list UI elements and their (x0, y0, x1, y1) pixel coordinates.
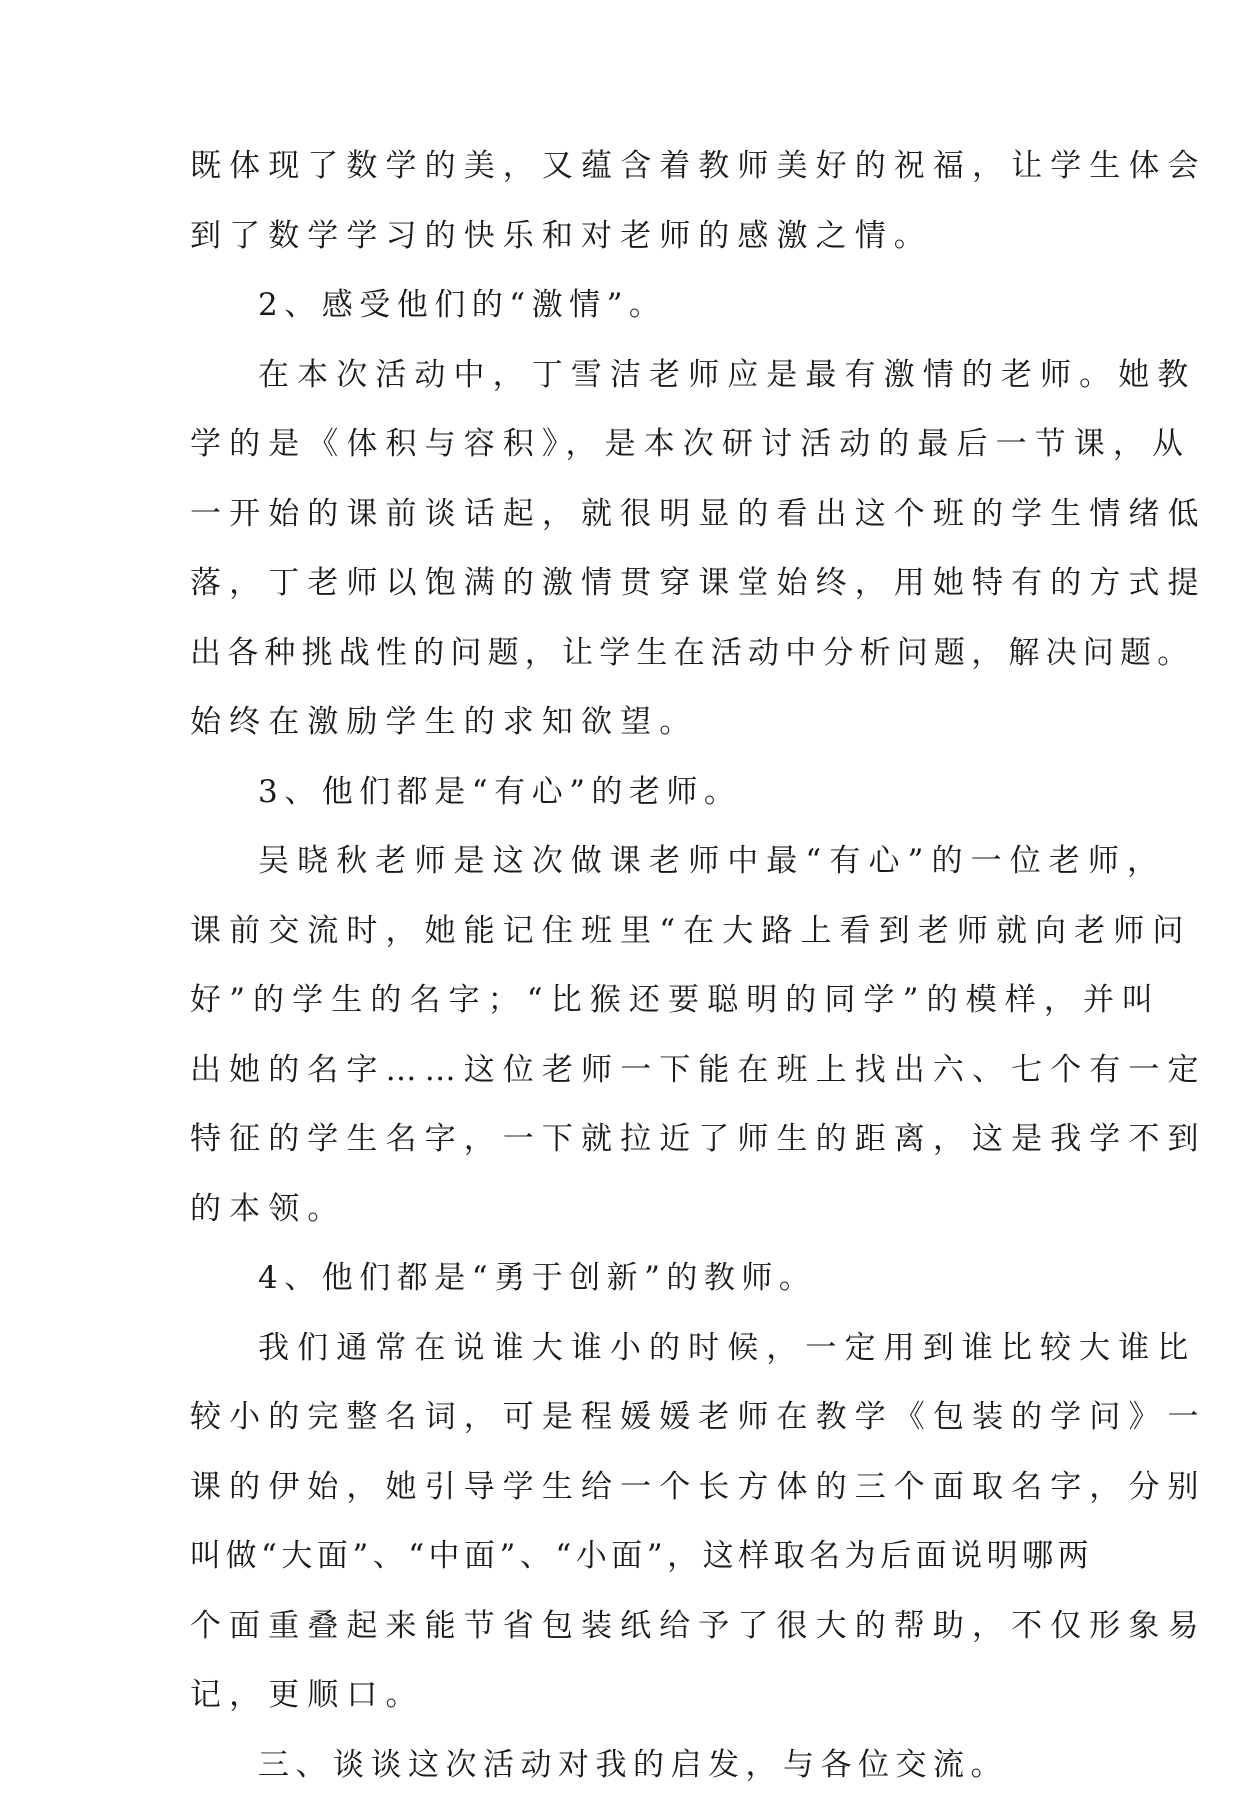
line-text: 出各种挑战性的问题，让学生在活动中分析问题，解决问题。 (190, 619, 1194, 689)
line-text: 特征的学生名字，一下就拉近了师生的距离，这是我学不到 (190, 1105, 1207, 1175)
text-line (0, 480, 1241, 550)
line-text: 到了数学学习的快乐和对老师的感激之情。 (190, 202, 933, 272)
text-line (0, 1661, 1241, 1731)
line-text: 落，丁老师以饱满的激情贯穿课堂始终，用她特有的方式提 (190, 549, 1207, 619)
line-text: 好”的学生的名字；“比猴还要聪明的同学”的模样，并叫 (190, 966, 1161, 1036)
line-text: 记，更顺口。 (190, 1661, 425, 1731)
line-text: 在本次活动中，丁雪洁老师应是最有激情的老师。她教 (258, 341, 1196, 411)
text-line (0, 1453, 1241, 1523)
line-text: 个面重叠起来能节省包装纸给予了很大的帮助，不仅形象易 (190, 1592, 1207, 1662)
text-line (0, 1522, 1241, 1592)
paragraph-first-line (0, 1314, 1241, 1384)
line-text: 3、他们都是“有心”的老师。 (258, 758, 741, 828)
line-text: 2、感受他们的“激情”。 (258, 271, 666, 341)
section-heading (0, 1731, 1241, 1800)
paragraph-first-line (0, 341, 1241, 411)
text-line (0, 897, 1241, 967)
text-line (0, 202, 1241, 272)
line-text: 我们通常在说谁大谁小的时候，一定用到谁比较大谁比 (258, 1314, 1196, 1384)
line-text: 始终在激励学生的求知欲望。 (190, 688, 698, 758)
paragraph-first-line (0, 827, 1241, 897)
section-heading (0, 271, 1241, 341)
text-line (0, 619, 1241, 689)
text-line (0, 410, 1241, 480)
line-text: 的本领。 (190, 1175, 346, 1245)
line-text: 4、他们都是“勇于创新”的教师。 (258, 1244, 816, 1314)
line-text: 较小的完整名词，可是程媛媛老师在教学《包装的学问》一 (190, 1383, 1207, 1453)
line-text: 课前交流时，她能记住班里“在大路上看到老师就向老师问 (190, 897, 1191, 967)
line-text: 出她的名字……这位老师一下能在班上找出六、七个有一定 (190, 1036, 1207, 1106)
text-line (0, 1383, 1241, 1453)
line-text: 课的伊始，她引导学生给一个长方体的三个面取名字，分别 (190, 1453, 1207, 1523)
line-text: 既体现了数学的美，又蕴含着教师美好的祝福，让学生体会 (190, 132, 1207, 202)
text-line (0, 1036, 1241, 1106)
line-text: 三、谈谈这次活动对我的启发，与各位交流。 (258, 1731, 1008, 1800)
text-line (0, 966, 1241, 1036)
section-heading (0, 1244, 1241, 1314)
line-text: 叫做“大面”、“中面”、“小面”，这样取名为后面说明哪两 (190, 1522, 1093, 1592)
text-line (0, 688, 1241, 758)
text-line (0, 132, 1241, 202)
text-line (0, 549, 1241, 619)
line-text: 学的是《体积与容积》，是本次研讨活动的最后一节课，从 (190, 410, 1191, 480)
text-line (0, 1105, 1241, 1175)
line-text: 一开始的课前谈话起，就很明显的看出这个班的学生情绪低 (190, 480, 1207, 550)
section-heading (0, 758, 1241, 828)
text-line (0, 1175, 1241, 1245)
text-line (0, 1592, 1241, 1662)
line-text: 吴晓秋老师是这次做课老师中最“有心”的一位老师， (258, 827, 1166, 897)
